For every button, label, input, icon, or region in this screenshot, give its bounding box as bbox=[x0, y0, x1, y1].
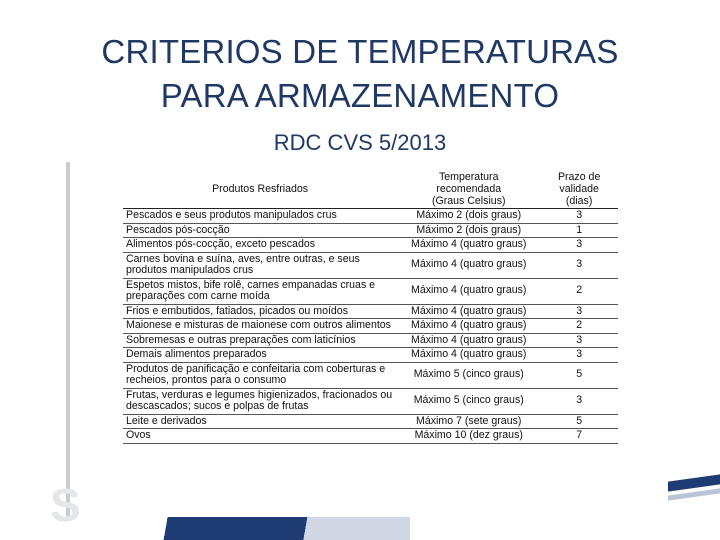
header-validity-line: Prazo de bbox=[557, 171, 601, 183]
table-row bbox=[123, 223, 618, 238]
criteria-table bbox=[123, 170, 618, 444]
cell-temperature: Máximo 5 (cinco graus) bbox=[397, 388, 540, 414]
table-row bbox=[123, 319, 618, 334]
table-row bbox=[123, 252, 618, 278]
slide-subtitle: RDC CVS 5/2013 bbox=[273, 130, 447, 155]
table-header-row bbox=[123, 170, 618, 209]
cell-temperature: Máximo 4 (quatro graus) bbox=[397, 252, 540, 278]
cell-days: 5 bbox=[540, 414, 618, 429]
cell-temperature: Máximo 4 (quatro graus) bbox=[397, 319, 540, 334]
cell-temperature: Máximo 4 (quatro graus) bbox=[397, 348, 540, 363]
table-row bbox=[123, 209, 618, 224]
title-line-1: CRITERIOS DE TEMPERATURAS bbox=[101, 33, 619, 70]
watermark-logo: S bbox=[50, 479, 81, 531]
cell-product: Produtos de panificação e confeitaria com coberturas e recheios, prontos para o consumo bbox=[123, 362, 397, 388]
header-validity-line: (dias) bbox=[565, 195, 593, 207]
cell-product: Frutas, verduras e legumes higienizados, fracionados ou descascados; sucos e polpas de frutas bbox=[123, 388, 397, 414]
table-row bbox=[123, 304, 618, 319]
cell-days: 7 bbox=[540, 429, 618, 444]
table-row bbox=[123, 348, 618, 363]
table-row bbox=[123, 429, 618, 444]
header-temp-line: recomendada bbox=[436, 183, 502, 195]
cell-product: Demais alimentos preparados bbox=[123, 348, 397, 363]
table-row bbox=[123, 388, 618, 414]
bottom-decorative-stripe bbox=[160, 517, 410, 540]
cell-product: Ovos bbox=[123, 429, 397, 444]
cell-days: 3 bbox=[540, 209, 618, 224]
cell-product: Leite e derivados bbox=[123, 414, 397, 429]
cell-temperature: Máximo 4 (quatro graus) bbox=[397, 278, 540, 304]
cell-temperature: Máximo 2 (dois graus) bbox=[397, 209, 540, 224]
cell-days: 3 bbox=[540, 252, 618, 278]
cell-days: 3 bbox=[540, 304, 618, 319]
cell-product: Sobremesas e outras preparações com laticínios bbox=[123, 333, 397, 348]
header-temp-line: Temperatura bbox=[438, 171, 499, 183]
cell-temperature: Máximo 5 (cinco graus) bbox=[397, 362, 540, 388]
cell-days: 2 bbox=[540, 278, 618, 304]
cell-product: Frios e embutidos, fatiados, picados ou moídos bbox=[123, 304, 397, 319]
table-row bbox=[123, 238, 618, 253]
cell-temperature: Máximo 2 (dois graus) bbox=[397, 223, 540, 238]
cell-product: Alimentos pós-cocção, exceto pescados bbox=[123, 238, 397, 253]
storage-temperature-table bbox=[123, 170, 618, 444]
table-row bbox=[123, 414, 618, 429]
title-line-2: PARA ARMAZENAMENTO bbox=[160, 77, 560, 114]
cell-product: Carnes bovina e suína, aves, entre outras, e seus produtos manipulados crus bbox=[123, 252, 397, 278]
cell-days: 5 bbox=[540, 362, 618, 388]
header-validity bbox=[540, 170, 618, 209]
cell-days: 3 bbox=[540, 333, 618, 348]
table-row bbox=[123, 333, 618, 348]
cell-product: Espetos mistos, bife rolê, carnes empanadas cruas e preparações com carne moída bbox=[123, 278, 397, 304]
cell-days: 3 bbox=[540, 348, 618, 363]
header-temp-line: (Graus Celsius) bbox=[431, 195, 506, 207]
cell-days: 2 bbox=[540, 319, 618, 334]
cell-temperature: Máximo 4 (quatro graus) bbox=[397, 333, 540, 348]
cell-days: 3 bbox=[540, 388, 618, 414]
cell-product: Pescados pós-cocção bbox=[123, 223, 397, 238]
cell-days: 1 bbox=[540, 223, 618, 238]
slide-title bbox=[0, 30, 720, 118]
header-validity-line: validade bbox=[559, 183, 599, 195]
cell-product: Maionese e misturas de maionese com outros alimentos bbox=[123, 319, 397, 334]
table-row bbox=[123, 362, 618, 388]
header-temperature bbox=[397, 170, 540, 209]
cell-temperature: Máximo 4 (quatro graus) bbox=[397, 304, 540, 319]
cell-days: 3 bbox=[540, 238, 618, 253]
cell-temperature: Máximo 10 (dez graus) bbox=[397, 429, 540, 444]
cell-product: Pescados e seus produtos manipulados crus bbox=[123, 209, 397, 224]
cell-temperature: Máximo 4 (quatro graus) bbox=[397, 238, 540, 253]
table-row bbox=[123, 278, 618, 304]
header-product: Produtos Resfriados bbox=[123, 170, 397, 209]
cell-temperature: Máximo 7 (sete graus) bbox=[397, 414, 540, 429]
left-accent-bar bbox=[66, 162, 70, 518]
